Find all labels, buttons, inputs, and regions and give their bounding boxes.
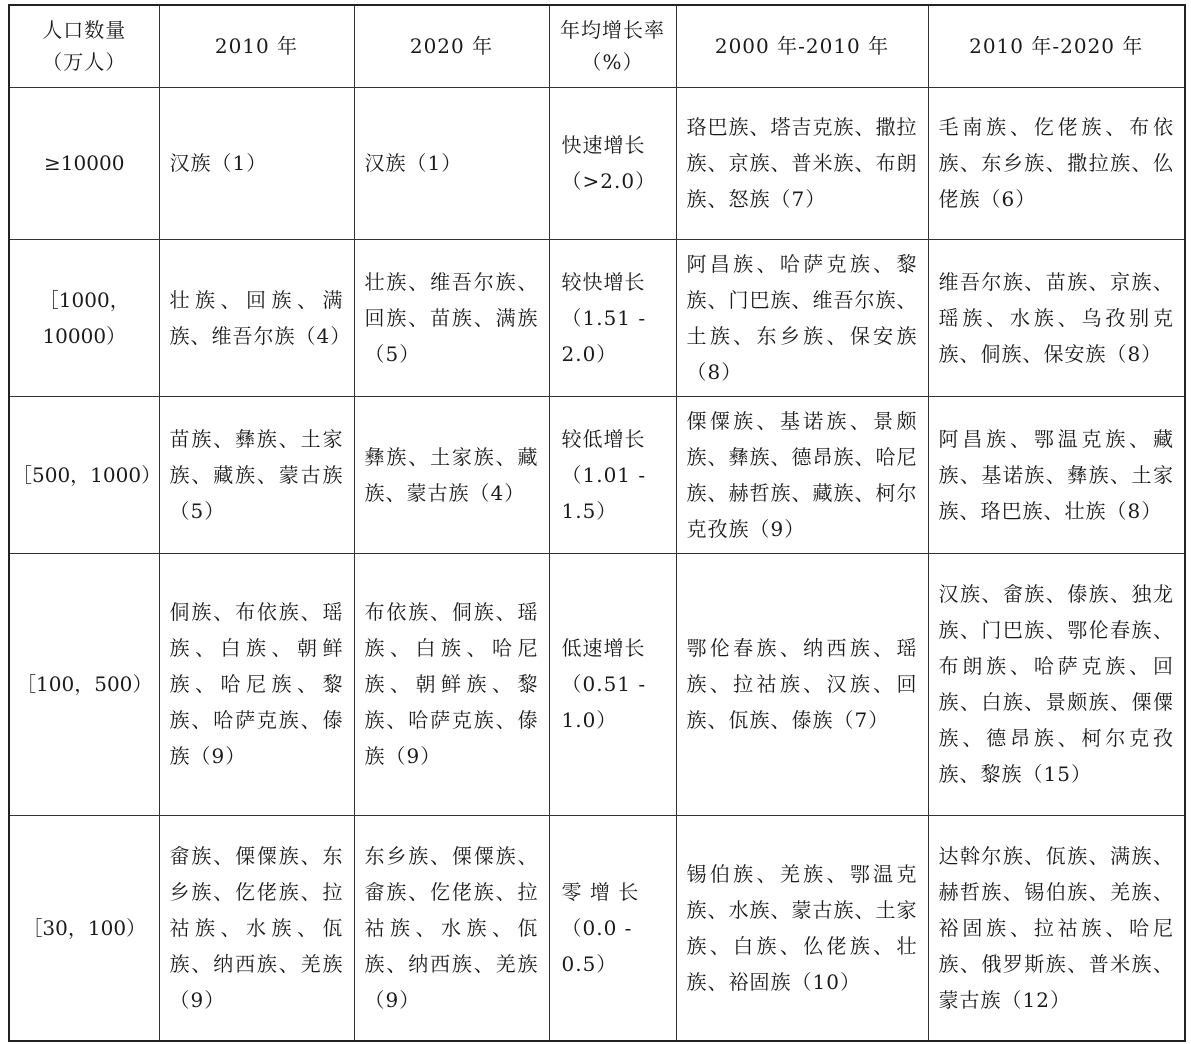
header-period-2000-2010: 2000 年-2010 年	[676, 5, 928, 87]
population-range: ［500，1000）	[9, 396, 159, 553]
header-row	[9, 5, 1185, 87]
groups-2000-2010: 鄂伦春族、纳西族、瑶族、拉祜族、汉族、回族、佤族、傣族（7）	[676, 553, 928, 815]
groups-2010: 苗族、彝族、土家族、藏族、蒙古族（5）	[159, 396, 354, 553]
groups-2010-2020: 达斡尔族、佤族、满族、赫哲族、锡伯族、羌族、裕固族、拉祜族、哈尼族、俄罗斯族、普米族、蒙古族（12）	[928, 815, 1185, 1041]
groups-2020: 东乡族、傈僳族、畲族、仡佬族、拉祜族、水族、佤族、纳西族、羌族（9）	[354, 815, 549, 1041]
header-growth-rate: 年均增长率 （%）	[549, 5, 676, 87]
table-row	[9, 815, 1185, 1041]
header-2020: 2020 年	[354, 5, 549, 87]
groups-2000-2010: 阿昌族、哈萨克族、黎族、门巴族、维吾尔族、土族、东乡族、保安族（8）	[676, 239, 928, 396]
table-row	[9, 87, 1185, 239]
population-range: ［100，500）	[9, 553, 159, 815]
groups-2010-2020: 毛南族、仡佬族、布依族、东乡族、撒拉族、仫佬族（6）	[928, 87, 1185, 239]
growth-rate: 较低增长 （1.01 - 1.5）	[549, 396, 676, 553]
header-period-2010-2020: 2010 年-2020 年	[928, 5, 1185, 87]
population-range: ［1000，10000）	[9, 239, 159, 396]
groups-2010-2020: 维吾尔族、苗族、京族、瑶族、水族、乌孜别克族、侗族、保安族（8）	[928, 239, 1185, 396]
groups-2020: 彝族、土家族、藏族、蒙古族（4）	[354, 396, 549, 553]
table-row	[9, 239, 1185, 396]
groups-2010: 壮族、回族、满族、维吾尔族（4）	[159, 239, 354, 396]
groups-2020: 汉族（1）	[354, 87, 549, 239]
groups-2010: 侗族、布依族、瑶族、白族、朝鲜族、哈尼族、黎族、哈萨克族、傣族（9）	[159, 553, 354, 815]
growth-rate: 低速增长 （0.51 - 1.0）	[549, 553, 676, 815]
groups-2020: 壮族、维吾尔族、回族、苗族、满族（5）	[354, 239, 549, 396]
table-row	[9, 396, 1185, 553]
population-range: ≥10000	[9, 87, 159, 239]
header-population: 人口数量 （万人）	[9, 5, 159, 87]
table-row	[9, 553, 1185, 815]
header-2010: 2010 年	[159, 5, 354, 87]
growth-rate: 较快增长 （1.51 - 2.0）	[549, 239, 676, 396]
population-range: ［30，100）	[9, 815, 159, 1041]
groups-2010: 畲族、傈僳族、东乡族、仡佬族、拉祜族、水族、佤族、纳西族、羌族（9）	[159, 815, 354, 1041]
groups-2000-2010: 锡伯族、羌族、鄂温克族、水族、蒙古族、土家族、白族、仫佬族、壮族、裕固族（10）	[676, 815, 928, 1041]
population-growth-table	[8, 4, 1186, 1042]
groups-2000-2010: 珞巴族、塔吉克族、撒拉族、京族、普米族、布朗族、怒族（7）	[676, 87, 928, 239]
groups-2000-2010: 傈僳族、基诺族、景颇族、彝族、德昂族、哈尼族、赫哲族、藏族、柯尔克孜族（9）	[676, 396, 928, 553]
groups-2010-2020: 汉族、畲族、傣族、独龙族、门巴族、鄂伦春族、布朗族、哈萨克族、回族、白族、景颇族、傈僳族、德昂族、柯尔克孜族、黎族（15）	[928, 553, 1185, 815]
growth-rate: 零 增 长 （0.0 - 0.5）	[549, 815, 676, 1041]
groups-2020: 布依族、侗族、瑶族、白族、哈尼族、朝鲜族、黎族、哈萨克族、傣族（9）	[354, 553, 549, 815]
groups-2010: 汉族（1）	[159, 87, 354, 239]
growth-rate: 快速增长 （>2.0）	[549, 87, 676, 239]
groups-2010-2020: 阿昌族、鄂温克族、藏族、基诺族、彝族、土家族、珞巴族、壮族（8）	[928, 396, 1185, 553]
